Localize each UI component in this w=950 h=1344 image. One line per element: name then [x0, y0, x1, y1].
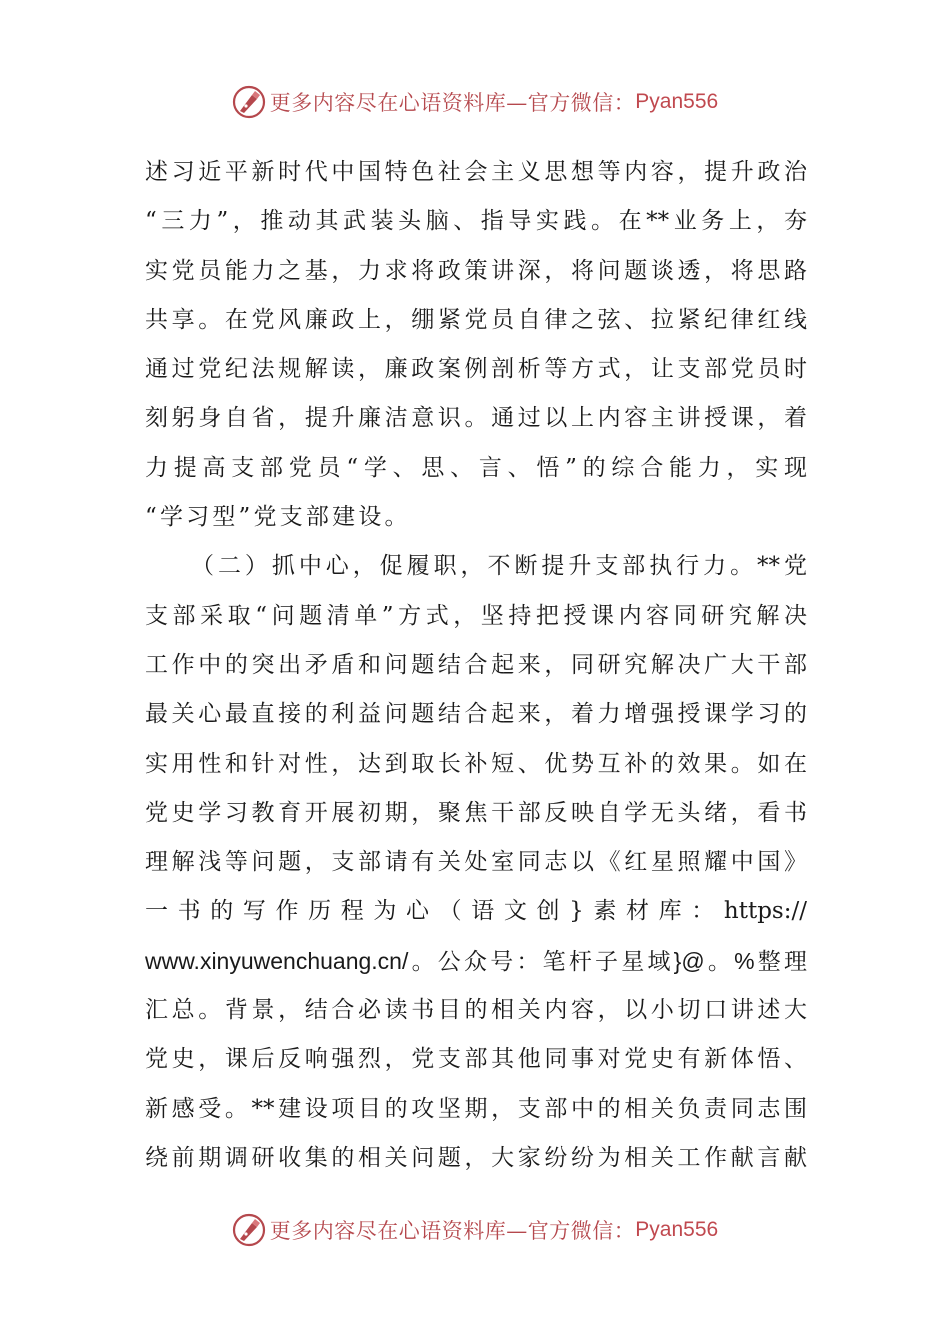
- text-line: “三力”，推动其武装头脑、指导实践。在**业务上，夯: [145, 208, 807, 235]
- wechat-id: Pyan556: [635, 90, 719, 113]
- text-line: 党史学习教育开展初期，聚焦干部反映自学无头绪，看书: [145, 799, 807, 826]
- text-line: 党史，课后反响强烈，党支部其他同事对党史有新体悟、: [145, 1046, 807, 1073]
- text-line: 实党员能力之基，力求将政策讲深，将问题谈透，将思路: [145, 257, 807, 284]
- text-line: 述习近平新时代中国特色社会主义思想等内容，提升政治: [145, 159, 807, 185]
- pen-nib-logo-icon: [232, 1213, 266, 1247]
- text-line: “学习型”党支部建设。: [145, 504, 411, 531]
- pen-nib-logo-icon: [232, 85, 266, 119]
- document-body: [145, 148, 807, 1183]
- text-line: 一书的写作历程为心（语文创}素材库：https://: [145, 898, 807, 925]
- section-heading-line: （二）抓中心，促履职，不断提升支部执行力。**党: [191, 553, 807, 580]
- banner-text: 更多内容尽在心语资料库—官方微信：: [269, 91, 636, 115]
- text-line: 工作中的突出矛盾和问题结合起来，同研究解决广大干部: [145, 651, 807, 678]
- text-line: 刻躬身自省，提升廉洁意识。通过以上内容主讲授课，着: [145, 405, 807, 432]
- footer-banner: [0, 1208, 950, 1252]
- text-line: 理解浅等问题，支部请有关处室同志以《红星照耀中国》: [145, 849, 807, 876]
- text-line: 绕前期调研收集的相关问题，大家纷纷为相关工作献言献: [145, 1144, 807, 1171]
- text-line: 通过党纪法规解读，廉政案例剖析等方式，让支部党员时: [145, 356, 807, 383]
- text-line: 汇总。背景，结合必读书目的相关内容，以小切口讲述大: [145, 997, 807, 1024]
- text-line: 力提高支部党员“学、思、言、悟”的综合能力，实现: [145, 454, 807, 481]
- wechat-id: Pyan556: [635, 1218, 719, 1241]
- banner-text: 更多内容尽在心语资料库—官方微信：: [269, 1219, 636, 1243]
- text-line: 新感受。**建设项目的攻坚期，支部中的相关负责同志围: [145, 1095, 807, 1122]
- text-line: 支部采取“问题清单”方式，坚持把授课内容同研究解决: [145, 602, 807, 629]
- header-banner: [0, 80, 950, 124]
- text-line: 共享。在党风廉政上，绷紧党员自律之弦、拉紧纪律红线: [145, 306, 807, 333]
- text-line: 实用性和针对性，达到取长补短、优势互补的效果。如在: [145, 750, 807, 777]
- text-line: 最关心最直接的利益问题结合起来，着力增强授课学习的: [145, 701, 807, 728]
- text-line: www.xinyuwenchuang.cn/。公众号：笔杆子星域}@。%整理: [145, 947, 807, 974]
